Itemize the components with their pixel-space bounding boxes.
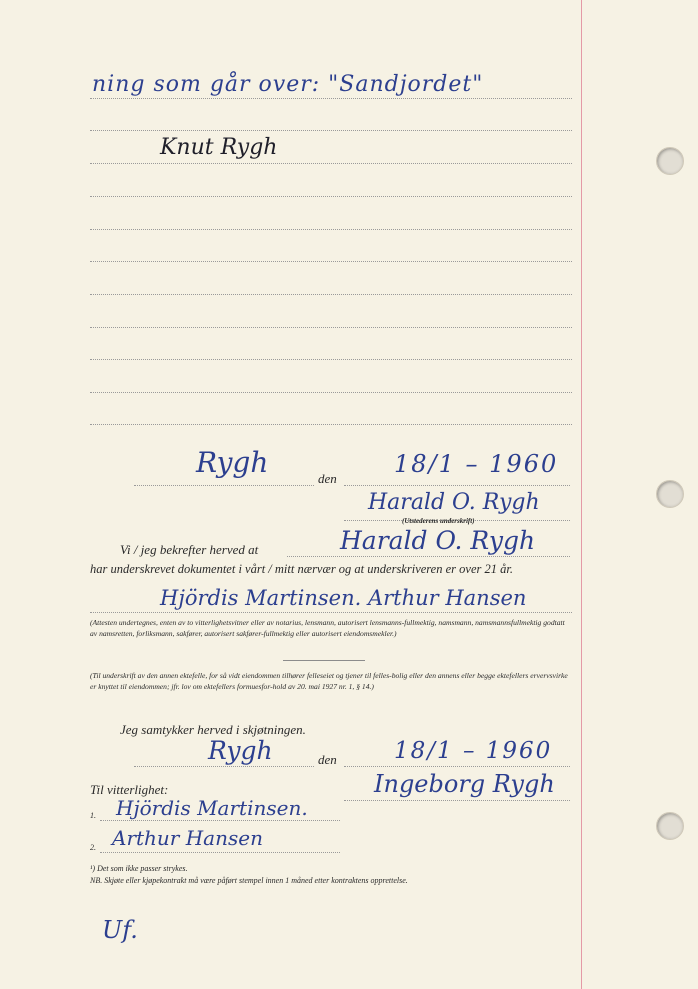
signature-knut-rygh: Knut Rygh: [160, 135, 278, 160]
witness-number-1: 1.: [90, 811, 96, 820]
ruled-line: [90, 261, 572, 262]
place-line: [134, 485, 314, 486]
punch-hole-middle: [656, 480, 684, 508]
ruled-line: [90, 359, 572, 360]
den-label: den: [318, 471, 337, 486]
witness-label: Til vitterlighet:: [90, 782, 169, 797]
bottom-handwritten-mark: Uf.: [102, 916, 138, 944]
date-line-2: [344, 766, 570, 767]
confirm-text-2: har underskrevet dokumentet i vårt / mitt nærvær og at underskriveren er over 21 år.: [90, 562, 513, 576]
witness-number-2: 2.: [90, 843, 96, 852]
confirmed-name-handwritten: Harald O. Rygh: [340, 526, 536, 555]
footnote-1: ¹) Det som ikke passer strykes.: [90, 864, 188, 873]
handwritten-text-line: ning som går over: "Sandjordet": [92, 72, 484, 97]
witness-signatures: Hjördis Martinsen. Arthur Hansen: [160, 586, 527, 610]
ruled-line: [90, 392, 572, 393]
witness-line-1: [100, 820, 340, 821]
ruled-line: [90, 294, 572, 295]
ruled-line: [90, 163, 572, 164]
ruled-line: [90, 229, 572, 230]
confirm-name-line: [287, 556, 570, 557]
witness-1-signature: Hjördis Martinsen.: [116, 796, 308, 820]
witness-2-signature: Arthur Hansen: [112, 826, 263, 850]
witness-line-2: [100, 852, 340, 853]
date-handwritten: 18/1 – 1960: [394, 450, 559, 478]
date-line: [344, 485, 570, 486]
ruled-line: [90, 424, 572, 425]
date-handwritten-2: 18/1 – 1960: [394, 738, 553, 764]
consent-text: Jeg samtykker herved i skjøtningen.: [120, 722, 306, 737]
ruled-line: [90, 98, 572, 99]
separator-line: [283, 660, 365, 661]
consent-signature: Ingeborg Rygh: [374, 770, 555, 798]
margin-line: [581, 0, 582, 989]
ruled-line: [90, 130, 572, 131]
confirm-text: Vi / jeg bekrefter herved at: [120, 542, 259, 557]
footnote-2: NB. Skjøte eller kjøpekontrakt må være påført stempel innen 1 måned etter kontraktens opprettelse.: [90, 876, 408, 885]
place-line-2: [134, 766, 314, 767]
punch-hole-bottom: [656, 812, 684, 840]
attest-note: (Attesten undertegnes, enten av to vitterlighetsvitner eller av notarius, lensmann, autorisert lensmanns-fullmektig, namsmann, namsmannsfullmektig godtatt av namsretten, forliksmann, sakfører, autorisert sakfører-fullmektig eller autorisert eiendomsmekler.): [90, 618, 565, 638]
issuer-caption: (Utstederens underskrift): [402, 517, 475, 525]
ruled-line: [90, 327, 572, 328]
consent-signature-line: [344, 800, 570, 801]
ruled-line: [90, 196, 572, 197]
spouse-note: (Til underskrift av den annen ektefelle, for så vidt eiendommen tilhører felleseiet og tjener til felles-bolig eller den annens eller begge ektefellers ervervsvirke er knyttet til eiendommen; jfr. lov om ektefellers formuesfor-hold av 20. mai 1927 nr. 1, § 14.): [90, 671, 568, 691]
issuer-signature: Harald O. Rygh: [368, 490, 540, 515]
punch-hole-top: [656, 147, 684, 175]
witness-sign-line: [90, 612, 572, 613]
den-label-2: den: [318, 752, 337, 767]
place-handwritten-2: Rygh: [208, 736, 273, 765]
place-handwritten: Rygh: [196, 446, 269, 479]
